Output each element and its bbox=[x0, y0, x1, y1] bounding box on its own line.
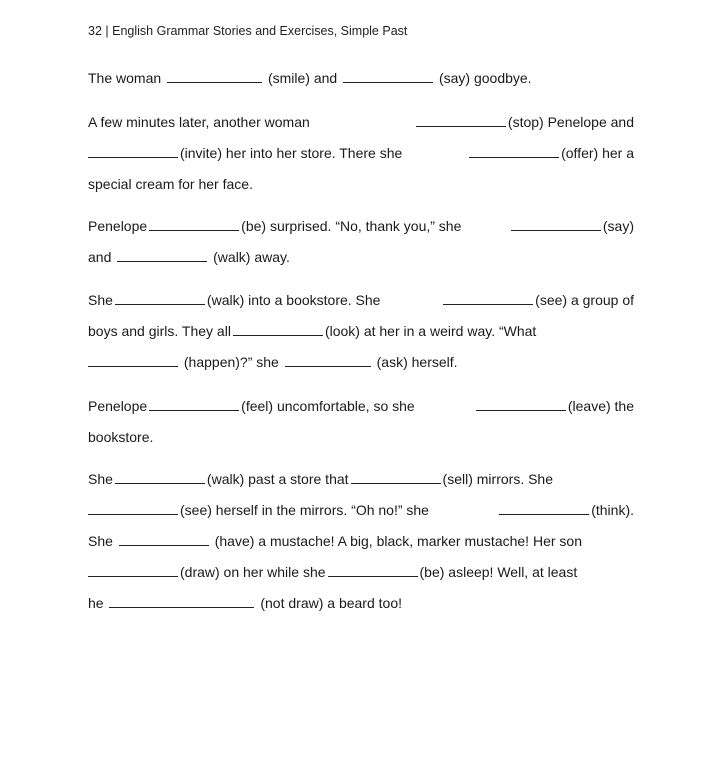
header-separator: | bbox=[105, 24, 109, 38]
exercise-line bbox=[88, 68, 634, 88]
line-text: (look) at her in a weird way. “What bbox=[324, 323, 537, 339]
exercise-line bbox=[88, 562, 634, 582]
answer-blank[interactable] bbox=[119, 531, 209, 546]
page-header bbox=[88, 24, 407, 38]
line-text: (walk) past a store that bbox=[206, 471, 349, 487]
line-text: and bbox=[88, 249, 112, 265]
exercise-line bbox=[88, 500, 634, 520]
answer-blank[interactable] bbox=[149, 396, 239, 411]
line-text: The woman bbox=[88, 70, 162, 86]
line-text: (sell) mirrors. She bbox=[442, 471, 554, 487]
line-text: A few minutes later, another woman bbox=[88, 114, 310, 130]
line-text: (stop) Penelope and bbox=[507, 114, 634, 130]
answer-blank[interactable] bbox=[115, 290, 205, 305]
line-text: She bbox=[88, 292, 113, 308]
answer-blank[interactable] bbox=[476, 396, 566, 411]
line-text: special cream for her face. bbox=[88, 176, 253, 192]
exercise-line bbox=[88, 112, 634, 132]
answer-blank[interactable] bbox=[233, 321, 323, 336]
exercise-line bbox=[88, 593, 634, 613]
answer-blank[interactable] bbox=[88, 500, 178, 515]
answer-blank[interactable] bbox=[88, 352, 178, 367]
line-text: (say) goodbye. bbox=[438, 70, 532, 86]
exercise-line bbox=[88, 174, 634, 194]
answer-blank[interactable] bbox=[328, 562, 418, 577]
answer-blank[interactable] bbox=[343, 68, 433, 83]
line-text: (happen)?” she bbox=[183, 354, 279, 370]
answer-blank[interactable] bbox=[167, 68, 262, 83]
line-text: (leave) the bbox=[567, 398, 634, 414]
line-text: (ask) herself. bbox=[376, 354, 458, 370]
line-text: (offer) her a bbox=[561, 145, 634, 161]
answer-blank[interactable] bbox=[511, 216, 601, 231]
exercise-line bbox=[88, 321, 634, 341]
line-text: (walk) into a bookstore. She bbox=[206, 292, 381, 308]
answer-blank[interactable] bbox=[351, 469, 441, 484]
line-text: boys and girls. They all bbox=[88, 323, 231, 339]
line-text: (be) surprised. “No, thank you,” she bbox=[241, 218, 462, 234]
line-text: She bbox=[88, 471, 113, 487]
page-number: 32 bbox=[88, 24, 102, 38]
line-text: (not draw) a beard too! bbox=[260, 595, 402, 611]
line-text: (smile) and bbox=[267, 70, 338, 86]
answer-blank[interactable] bbox=[115, 469, 205, 484]
line-text: Penelope bbox=[88, 218, 148, 234]
answer-blank[interactable] bbox=[285, 352, 371, 367]
answer-blank[interactable] bbox=[469, 143, 559, 158]
line-text: bookstore. bbox=[88, 429, 154, 445]
answer-blank[interactable] bbox=[117, 247, 207, 262]
line-text: (walk) away. bbox=[213, 249, 290, 265]
exercise-line bbox=[88, 216, 634, 236]
answer-blank[interactable] bbox=[88, 562, 178, 577]
exercise-line bbox=[88, 290, 634, 310]
line-text: he bbox=[88, 595, 104, 611]
answer-blank[interactable] bbox=[499, 500, 589, 515]
exercise-line bbox=[88, 469, 634, 489]
line-text: (be) asleep! Well, at least bbox=[419, 564, 578, 580]
answer-blank[interactable] bbox=[149, 216, 239, 231]
exercise-line bbox=[88, 352, 634, 372]
line-text: (see) a group of bbox=[535, 292, 634, 308]
line-text: (see) herself in the mirrors. “Oh no!” she bbox=[180, 502, 429, 518]
book-title: English Grammar Stories and Exercises, Simple Past bbox=[112, 24, 408, 38]
answer-blank[interactable] bbox=[88, 143, 178, 158]
exercise-line bbox=[88, 143, 634, 163]
line-text: (invite) her into her store. There she bbox=[180, 145, 403, 161]
exercise-line bbox=[88, 247, 634, 267]
exercise-line bbox=[88, 531, 634, 551]
answer-blank[interactable] bbox=[443, 290, 533, 305]
line-text: (have) a mustache! A big, black, marker mustache! Her son bbox=[214, 533, 582, 549]
line-text: She bbox=[88, 533, 113, 549]
line-text: (draw) on her while she bbox=[180, 564, 326, 580]
line-text: Penelope bbox=[88, 398, 148, 414]
exercise-line bbox=[88, 427, 634, 447]
answer-blank[interactable] bbox=[109, 593, 254, 608]
exercise-line bbox=[88, 396, 634, 416]
answer-blank[interactable] bbox=[416, 112, 506, 127]
line-text: (think). bbox=[591, 502, 634, 518]
line-text: (feel) uncomfortable, so she bbox=[241, 398, 415, 414]
line-text: (say) bbox=[602, 218, 634, 234]
